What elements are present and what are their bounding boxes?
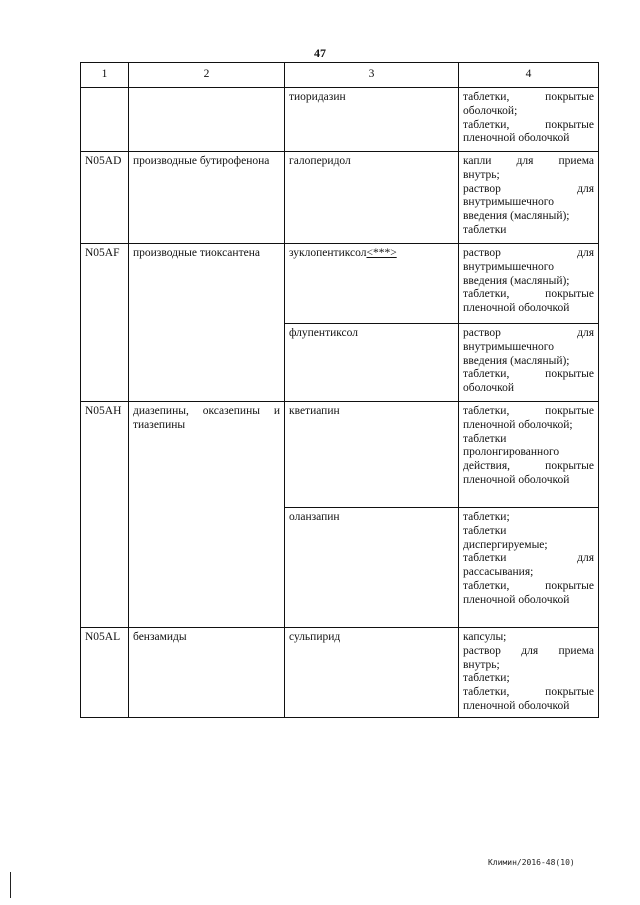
dosage-form-line: внутримышечного [463,260,554,273]
dosage-form-line: введения (масляный); [463,354,570,367]
dosage-form-line: таблетки [463,524,507,537]
dosage-form-cell [459,508,599,628]
group-name-cell: производные тиоксантена [129,244,285,402]
dosage-form-line: действия, покрытые [463,460,594,473]
drug-name: сульпирид [289,631,341,643]
dosage-form-line: раствор для [463,182,594,195]
dosage-form-line: внутрь; [463,168,500,181]
drug-name-cell [285,508,459,628]
dosage-form-line: таблетки; [463,672,510,685]
dosage-form-line: пленочной оболочкой [463,593,570,606]
dosage-form-line: капсулы; [463,631,507,643]
dosage-form-line: оболочкой; [463,104,518,117]
drug-name: зуклопентиксол [289,247,367,259]
table-row [81,628,599,718]
dosage-form-line: введения (масляный); [463,274,570,287]
dosage-form-line: раствор для приема [463,644,594,657]
dosage-form-line: внутримышечного [463,340,554,353]
dosage-form-line: таблетки [463,432,507,445]
dosage-form-line: таблетки, покрытые [463,686,594,699]
column-header-3: 3 [285,63,459,88]
atc-code-cell: N05AH [81,402,129,628]
drug-table [80,62,599,718]
drug-name-cell [285,244,459,324]
drug-name: галоперидол [289,155,351,167]
dosage-form-cell [459,244,599,324]
dosage-form-line: рассасывания; [463,566,534,579]
dosage-form-cell [459,402,599,508]
dosage-form-line: таблетки, покрытые [463,368,594,381]
dosage-form-line: пленочной оболочкой; [463,418,573,431]
dosage-form-line: внутримышечного [463,196,554,209]
drug-name-cell [285,88,459,152]
table-row [81,152,599,244]
drug-name-cell [285,402,459,508]
dosage-form-line: раствор для [463,327,594,339]
group-name-cell [129,88,285,152]
table-row [81,244,599,324]
dosage-form-line: диспергируемые; [463,538,548,551]
dosage-form-line: таблетки, покрытые [463,405,594,417]
dosage-form-cell [459,324,599,402]
dosage-form-line: таблетки [463,223,507,236]
dosage-form-line: таблетки, покрытые [463,288,594,301]
column-header-1: 1 [81,63,129,88]
group-name-cell: бензамиды [129,628,285,718]
group-name-cell: диазепины, оксазепины и тиазепины [129,402,285,628]
atc-code-cell: N05AD [81,152,129,244]
dosage-form-cell [459,88,599,152]
drug-name-cell [285,152,459,244]
dosage-form-line: капли для приема [463,155,594,167]
drug-name: оланзапин [289,511,340,523]
margin-mark [10,872,11,898]
dosage-form-line: введения (масляный); [463,210,570,223]
drug-name: кветиапин [289,405,340,417]
table-row [81,402,599,508]
dosage-form-line: оболочкой [463,382,515,395]
dosage-form-line: таблетки, покрытые [463,579,594,592]
document-footer-code: Климин/2016-48(10) [488,858,575,867]
atc-code-cell: N05AL [81,628,129,718]
dosage-form-line: пленочной оболочкой [463,473,570,486]
dosage-form-line: таблетки для [463,552,594,565]
dosage-form-line: пленочной оболочкой [463,132,570,145]
drug-name-cell [285,628,459,718]
page-number: 47 [314,46,326,60]
drug-name: флупентиксол [289,327,358,339]
table-body [81,88,599,718]
table-header-row [81,63,599,88]
dosage-form-cell [459,628,599,718]
dosage-form-cell [459,152,599,244]
atc-code-cell: N05AF [81,244,129,402]
group-name-cell: производные бутирофенона [129,152,285,244]
table-row [81,88,599,152]
dosage-form-line: пролонгированного [463,446,560,459]
atc-code-cell [81,88,129,152]
column-header-2: 2 [129,63,285,88]
dosage-form-line: раствор для [463,247,594,259]
dosage-form-line: пленочной оболочкой [463,302,570,315]
dosage-form-line: внутрь; [463,658,500,671]
dosage-form-line: таблетки; [463,511,510,523]
footnote-reference: <***> [366,247,397,259]
drug-name: тиоридазин [289,91,346,103]
drug-name-cell [285,324,459,402]
dosage-form-line: таблетки, покрытые [463,91,594,103]
column-header-4: 4 [459,63,599,88]
dosage-form-line: таблетки, покрытые [463,118,594,131]
dosage-form-line: пленочной оболочкой [463,699,570,712]
